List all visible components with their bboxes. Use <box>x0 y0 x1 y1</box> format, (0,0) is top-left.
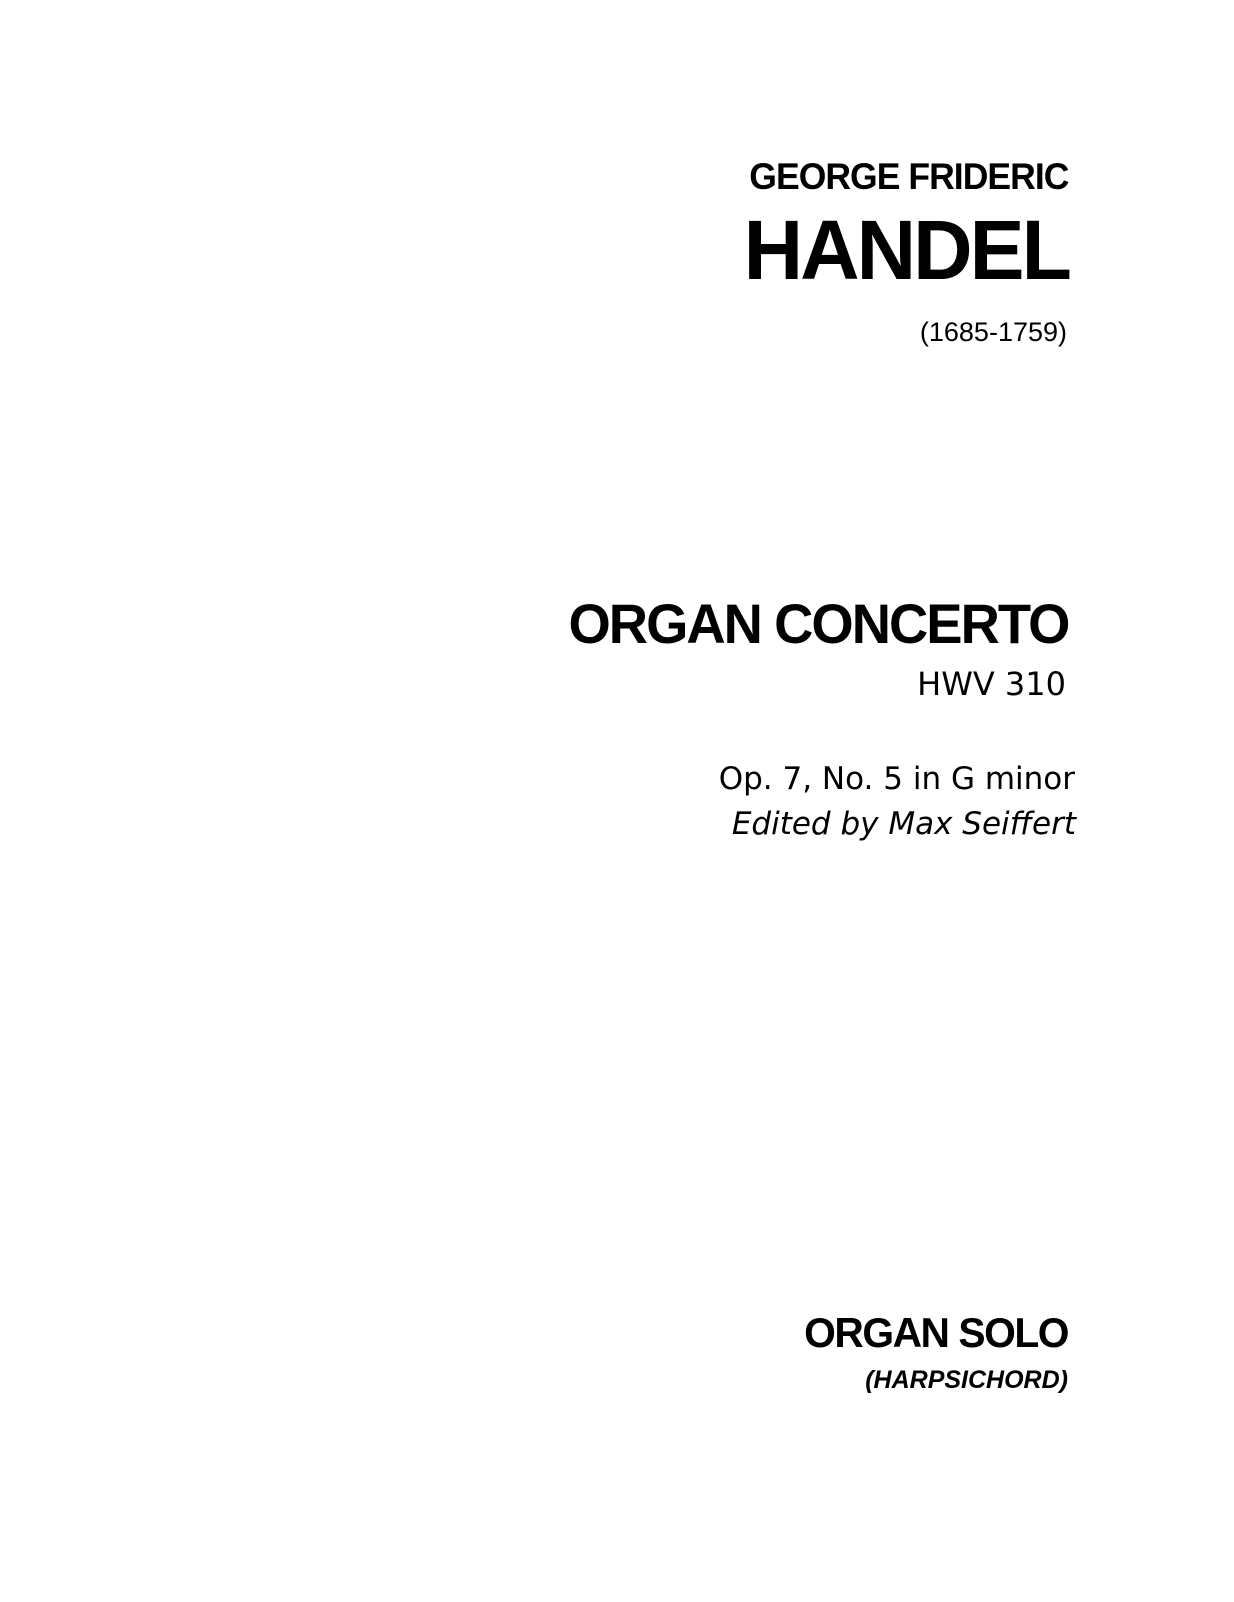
composer-dates: (1685-1759) <box>919 317 1067 347</box>
composer-first-names: GEORGE FRIDERIC <box>748 156 1068 197</box>
catalog-number: HWV 310 <box>917 665 1066 703</box>
opus-number: Op. 7, No. 5 in G minor <box>718 761 1075 797</box>
work-title: ORGAN CONCERTO <box>568 592 1068 655</box>
instrument-alternative: (HARPSICHORD) <box>865 1366 1068 1394</box>
editor-credit: Edited by Max Seiffert <box>731 806 1076 842</box>
instrument-label: ORGAN SOLO <box>804 1309 1068 1356</box>
composer-last-name: HANDEL <box>743 203 1069 297</box>
